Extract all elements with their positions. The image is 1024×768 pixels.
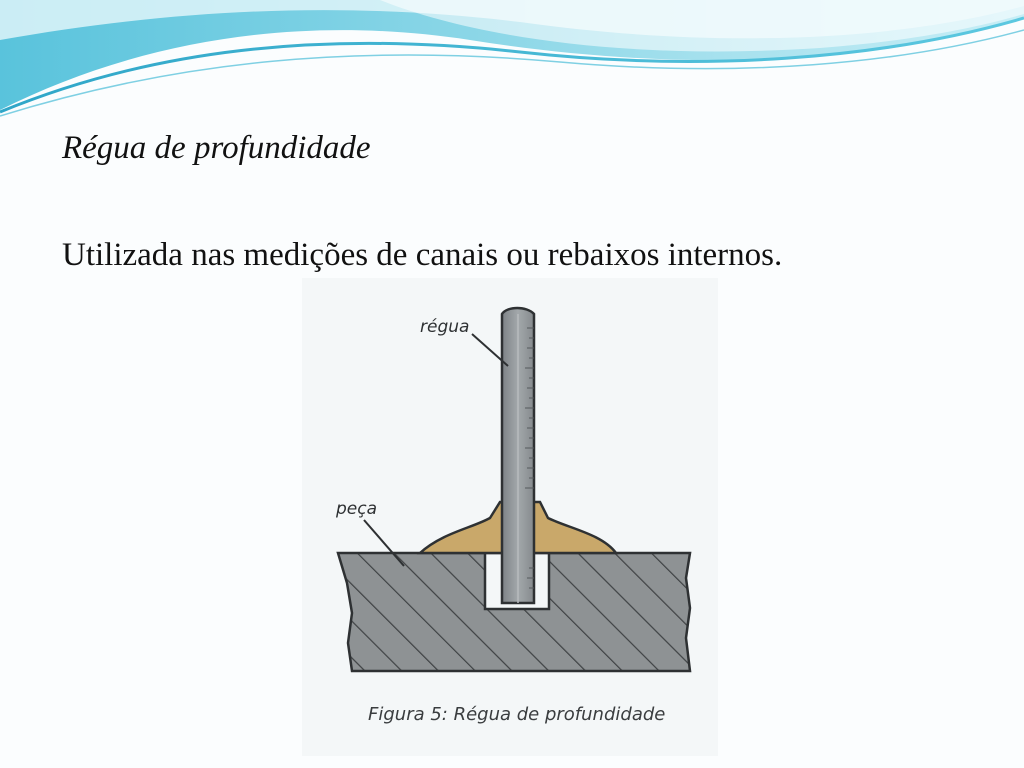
slide-title: Régua de profundidade (62, 130, 371, 166)
figure-caption: Figura 5: Régua de profundidade (368, 704, 666, 725)
depth-gauge-illustration (302, 278, 718, 756)
depth-gauge-figure (302, 278, 718, 756)
ruler (502, 308, 534, 603)
part-label: peça (336, 499, 378, 519)
wave-header-decoration (0, 0, 1024, 120)
ruler-label: régua (420, 317, 470, 337)
slide-body-text: Utilizada nas medições de canais ou rebaixos internos. (62, 237, 783, 273)
